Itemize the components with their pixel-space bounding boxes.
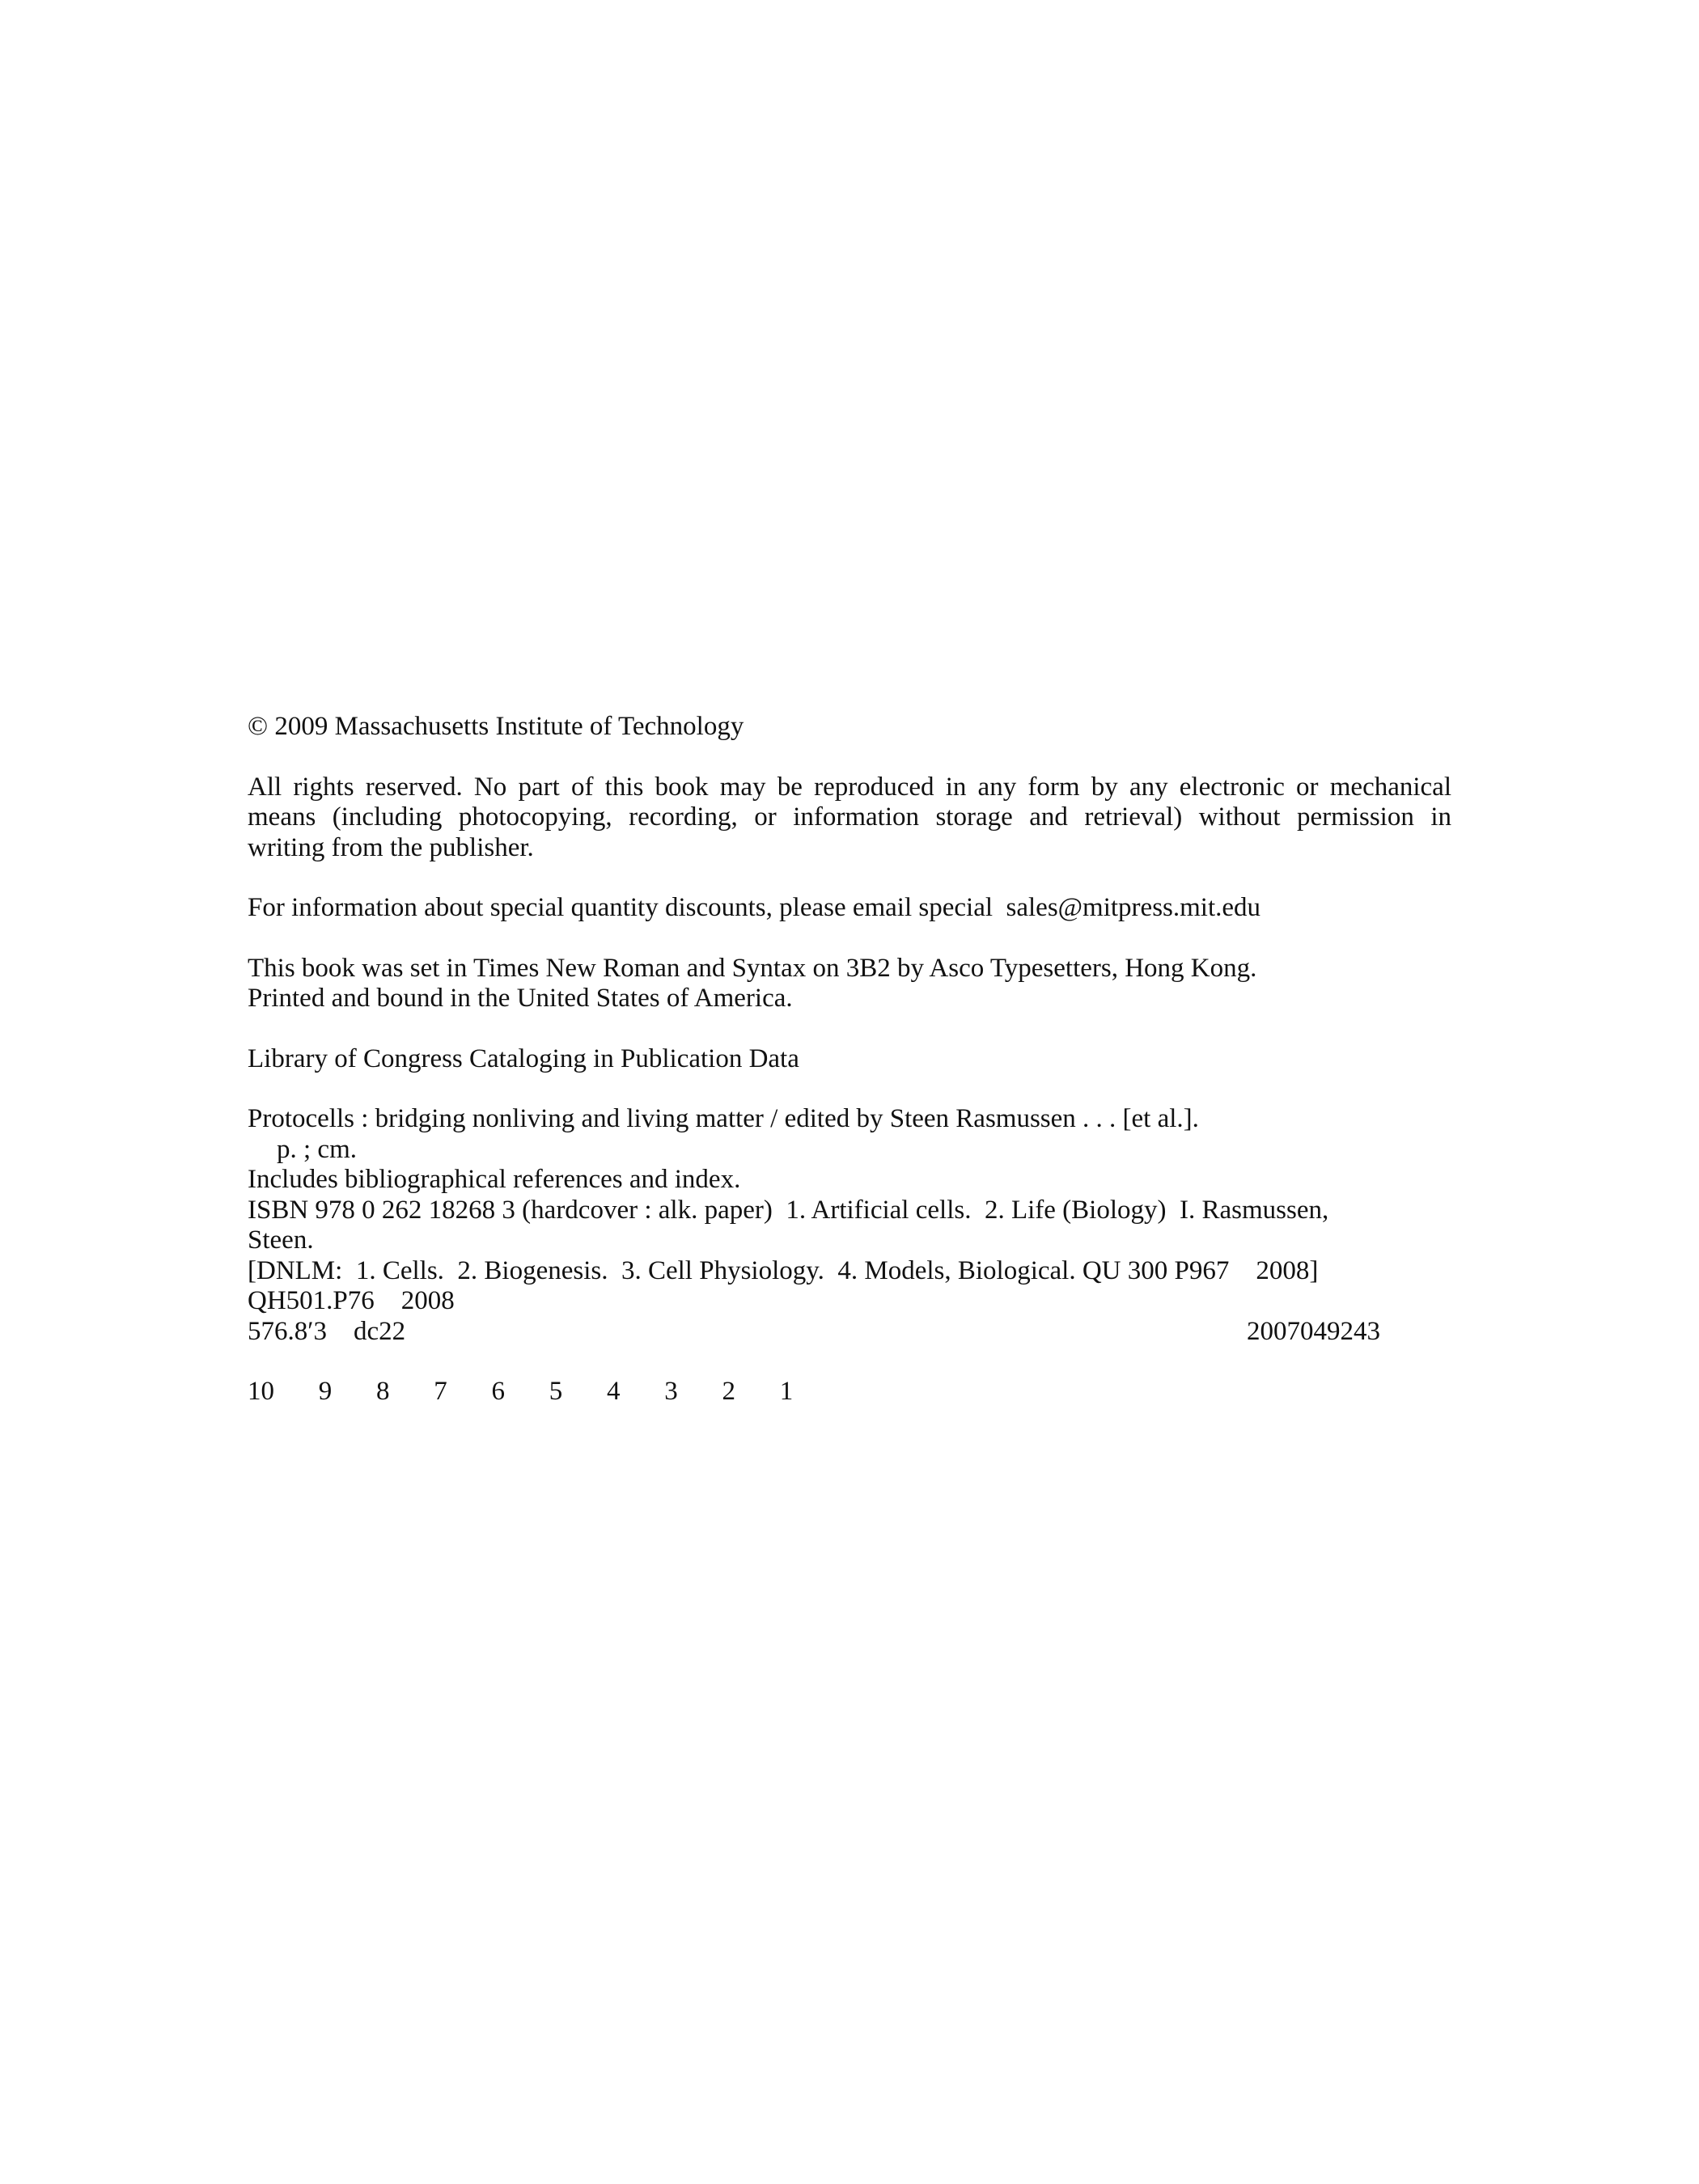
cip-title-line: Protocells : bridging nonliving and living matter / edited by Steen Rasmussen . . . [et al.]. xyxy=(248,1104,1199,1133)
rights-line-2: means (including photocopying, recording, or information storage and retrieval) without permission in xyxy=(248,802,1451,832)
typesetting-line-1: This book was set in Times New Roman and Syntax on 3B2 by Asco Typesetters, Hong Kong. xyxy=(248,953,1257,983)
cip-heading xyxy=(248,1044,1451,1075)
printing-line xyxy=(248,1377,1451,1407)
cip-lccn: 2007049243 xyxy=(1247,1316,1380,1346)
rights-line-1: All rights reserved. No part of this book may be reproduced in any form by any electronic or mechanical xyxy=(248,772,1451,802)
copyright-line: © 2009 Massachusetts Institute of Technology xyxy=(248,712,744,741)
sales-info xyxy=(248,893,1451,924)
rights-paragraph xyxy=(248,772,1451,864)
printing-line-numbers: 10 9 8 7 6 5 4 3 2 1 xyxy=(248,1377,794,1406)
copyright-notice xyxy=(248,712,1451,743)
cip-record xyxy=(248,1104,1451,1347)
typesetting-info xyxy=(248,954,1451,1014)
cip-notes: Includes bibliographical references and index. xyxy=(248,1165,741,1194)
cip-heading-line: Library of Congress Cataloging in Publication Data xyxy=(248,1043,799,1073)
sales-info-line: For information about special quantity discounts, please email special sales@mitpress.mit.edu xyxy=(248,893,1261,922)
rights-line-3: writing from the publisher. xyxy=(248,832,534,862)
cip-isbn-line-2: Steen. xyxy=(248,1225,314,1255)
copyright-block xyxy=(248,712,1451,1437)
cip-dnlm: [DNLM: 1. Cells. 2. Biogenesis. 3. Cell Physiology. 4. Models, Biological. QU 300 P967 2008] xyxy=(248,1255,1319,1285)
cip-lc-class: QH501.P76 2008 xyxy=(248,1286,455,1315)
cip-dewey: 576.8′3 dc22 xyxy=(248,1316,406,1346)
cip-dewey-row xyxy=(248,1317,1380,1348)
cip-isbn-line-1: ISBN 978 0 262 18268 3 (hardcover : alk. paper) 1. Artificial cells. 2. Life (Biology) I. Rasmussen, xyxy=(248,1195,1329,1225)
cip-pagination: p. ; cm. xyxy=(277,1134,357,1164)
typesetting-line-2: Printed and bound in the United States of America. xyxy=(248,984,793,1013)
